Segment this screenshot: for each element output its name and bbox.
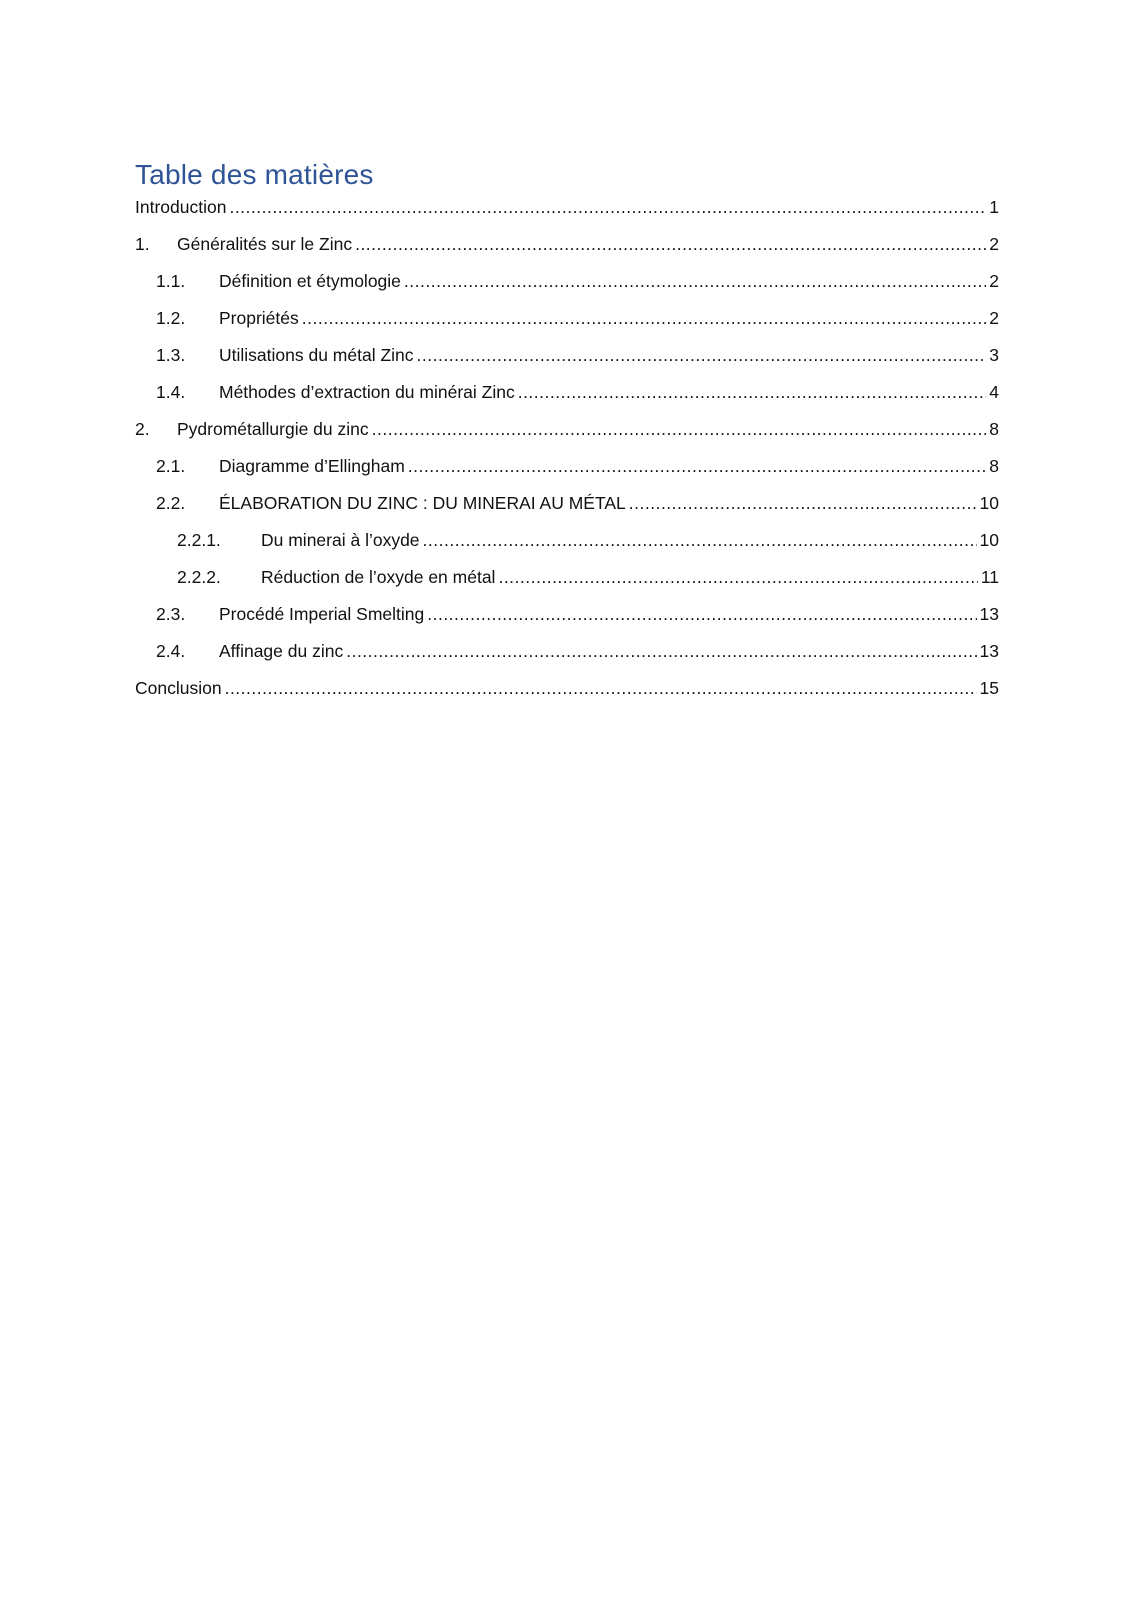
toc-entry-2-2[interactable]: [135, 492, 999, 529]
toc-dot-leader: [423, 529, 977, 551]
toc-dot-leader: [498, 566, 977, 588]
toc-entry-1[interactable]: [135, 233, 999, 270]
toc-entry-number: 2.1.: [156, 456, 186, 476]
toc-page-number: 15: [979, 678, 999, 698]
toc-entry-conclusion[interactable]: [135, 677, 999, 714]
toc-entry-number: 2.2.: [156, 493, 186, 513]
toc-entry-number: 1.4.: [156, 382, 186, 402]
toc-entry-1-2[interactable]: [135, 307, 999, 344]
toc-dot-leader: [225, 677, 977, 699]
toc-entry-number: 2.2.1.: [177, 530, 221, 550]
toc-entry-number: 1.1.: [156, 271, 186, 291]
toc-entry-1-4[interactable]: [135, 381, 999, 418]
toc-entry-2-4[interactable]: [135, 640, 999, 677]
toc-page-number: 13: [979, 641, 999, 661]
toc-page-number: 1: [989, 197, 999, 217]
toc-entry-text: Du minerai à l’oxyde: [261, 530, 420, 550]
toc-entry-text: Propriétés: [219, 308, 299, 328]
toc-entry-text: Méthodes d’extraction du minérai Zinc: [219, 382, 515, 402]
toc-entry-2[interactable]: [135, 418, 999, 455]
toc-page-number: 3: [989, 345, 999, 365]
toc-entry-number: 2.4.: [156, 641, 186, 661]
toc-entry-text: Diagramme d’Ellingham: [219, 456, 405, 476]
toc-entry-text: Affinage du zinc: [219, 641, 344, 661]
toc-dot-leader: [355, 233, 986, 255]
toc-entry-2-2-1[interactable]: [135, 529, 999, 566]
toc-entry-1-1[interactable]: [135, 270, 999, 307]
toc-entry-2-1[interactable]: [135, 455, 999, 492]
toc-dot-leader: [408, 455, 986, 477]
toc-entry-number: 2.2.2.: [177, 567, 221, 587]
table-of-contents: [135, 158, 999, 714]
toc-dot-leader: [404, 270, 986, 292]
toc-page-number: 13: [979, 604, 999, 624]
toc-dot-leader: [417, 344, 987, 366]
toc-entry-introduction[interactable]: [135, 196, 999, 233]
toc-entry-number: 1.2.: [156, 308, 186, 328]
toc-dot-leader: [229, 196, 986, 218]
toc-entry-text: Conclusion: [135, 678, 222, 698]
toc-entry-text: Réduction de l’oxyde en métal: [261, 567, 496, 587]
toc-page-number: 8: [989, 456, 999, 476]
toc-entry-text: Utilisations du métal Zinc: [219, 345, 414, 365]
toc-dot-leader: [346, 640, 976, 662]
toc-title: Table des matières: [135, 159, 374, 190]
toc-entry-number: 2.: [135, 419, 150, 439]
toc-entry-number: 1.3.: [156, 345, 186, 365]
toc-entry-2-3[interactable]: [135, 603, 999, 640]
toc-dot-leader: [302, 307, 987, 329]
toc-entry-2-2-2[interactable]: [135, 566, 999, 603]
toc-entry-number: 1.: [135, 234, 150, 254]
toc-page-number: 10: [979, 493, 999, 513]
toc-page-number: 10: [979, 530, 999, 550]
toc-entry-text: Procédé Imperial Smelting: [219, 604, 425, 624]
toc-page-number: 2: [989, 271, 999, 291]
toc-dot-leader: [629, 492, 977, 514]
toc-page-number: 4: [989, 382, 999, 402]
toc-dot-leader: [427, 603, 976, 625]
toc-entry-1-3[interactable]: [135, 344, 999, 381]
toc-page-number: 8: [989, 419, 999, 439]
toc-entry-text: Introduction: [135, 197, 227, 217]
toc-entry-text: Généralités sur le Zinc: [177, 234, 353, 254]
toc-entry-text: Définition et étymologie: [219, 271, 401, 291]
toc-entry-text: ÉLABORATION DU ZINC : DU MINERAI AU MÉTAL: [219, 493, 626, 513]
toc-page-number: 2: [989, 308, 999, 328]
toc-dot-leader: [372, 418, 987, 440]
toc-dot-leader: [518, 381, 987, 403]
toc-page-number: 11: [980, 567, 999, 587]
toc-entry-text: Pydrométallurgie du zinc: [177, 419, 369, 439]
toc-entry-number: 2.3.: [156, 604, 186, 624]
toc-page-number: 2: [989, 234, 999, 254]
